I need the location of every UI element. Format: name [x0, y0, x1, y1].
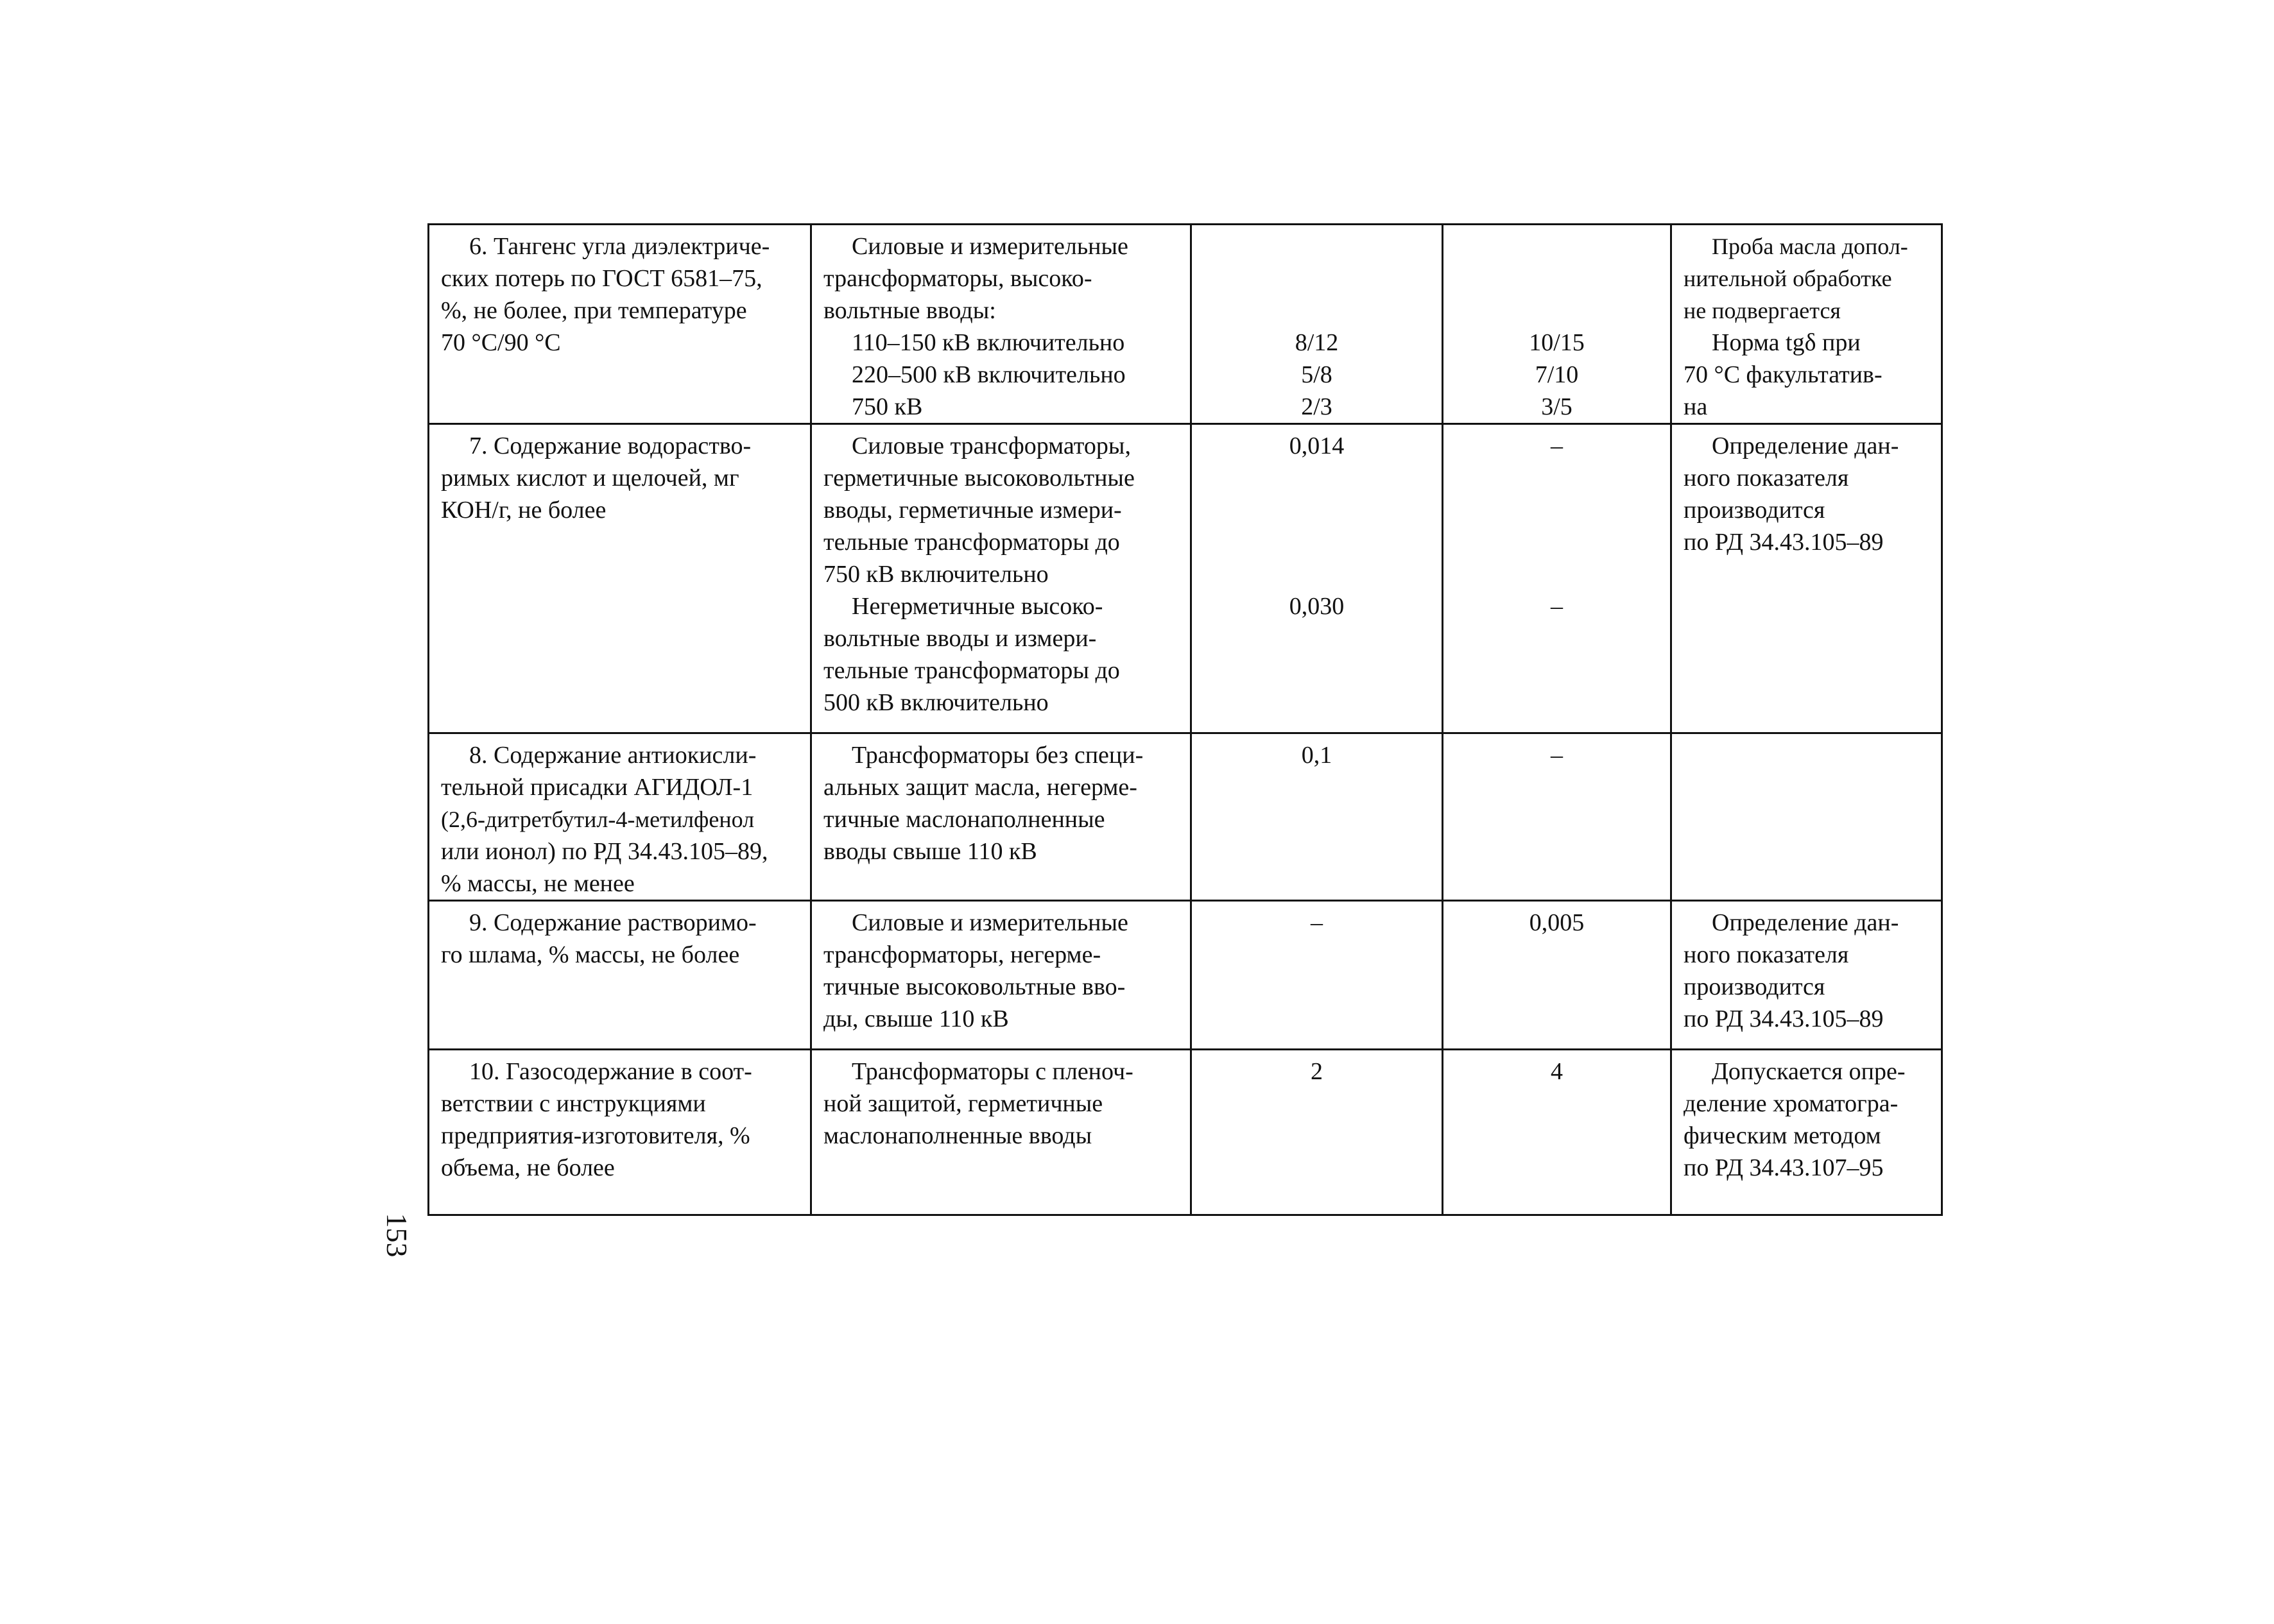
value: 2 — [1311, 1058, 1323, 1085]
value-cell-col3 — [1191, 901, 1443, 1050]
value-cell-col4 — [1443, 1050, 1671, 1215]
value: – — [1311, 909, 1323, 936]
indicator-cell — [429, 1050, 811, 1215]
table-row — [429, 1050, 1942, 1215]
note-line: производится — [1684, 497, 1825, 524]
value: 4 — [1551, 1058, 1563, 1085]
indicator-cell — [429, 733, 811, 901]
value: 8/12 — [1295, 329, 1339, 356]
value: 0,1 — [1301, 742, 1332, 769]
indicator-line: ских потерь по ГОСТ 6581–75, — [441, 265, 762, 292]
note-line: ного показателя — [1684, 941, 1849, 968]
note-cell — [1671, 901, 1942, 1050]
note-line: фическим методом — [1684, 1122, 1881, 1149]
note-line: деление хроматогра- — [1684, 1090, 1899, 1117]
indicator-cell — [429, 225, 811, 424]
equipment-line: вольтные вводы и измери- — [823, 625, 1097, 652]
voltage-item: 220–500 кВ включительно — [852, 361, 1126, 388]
requirements-table — [427, 223, 1943, 1216]
table-row — [429, 901, 1942, 1050]
indicator-line: %, не более, при температуре — [441, 297, 747, 324]
note-line: по РД 34.43.105–89 — [1684, 1005, 1884, 1032]
indicator-line: 70 °С/90 °С — [441, 329, 561, 356]
note-line: Допускается опре- — [1712, 1058, 1906, 1085]
equipment-line: ной защитой, герметичные — [823, 1090, 1103, 1117]
indicator-line: КОН/г, не более — [441, 497, 607, 524]
indicator-line: 7. Содержание водораство- — [469, 432, 752, 459]
indicator-line: предприятия-изготовителя, % — [441, 1122, 750, 1149]
note-line: на — [1684, 393, 1708, 420]
value-cell-col4 — [1443, 424, 1671, 733]
value: – — [1551, 742, 1563, 769]
note-line: Проба масла допол- — [1712, 234, 1908, 259]
equipment-line: тичные высоковольтные вво- — [823, 973, 1126, 1000]
indicator-line: тельной присадки АГИДОЛ-1 — [441, 774, 754, 801]
indicator-line: 10. Газосодержание в соот- — [469, 1058, 752, 1085]
indicator-cell — [429, 424, 811, 733]
equipment-line: ды, свыше 110 кВ — [823, 1005, 1009, 1032]
indicator-line: объема, не более — [441, 1154, 615, 1181]
equipment-cell — [811, 1050, 1191, 1215]
table-row — [429, 424, 1942, 733]
note-line: Норма tgδ при — [1712, 329, 1861, 356]
voltage-item: 110–150 кВ включительно — [852, 329, 1125, 356]
value-cell-col4 — [1443, 225, 1671, 424]
indicator-line: или ионол) по РД 34.43.105–89, — [441, 838, 768, 865]
value-cell-col3 — [1191, 424, 1443, 733]
voltage-item: 750 кВ — [852, 393, 923, 420]
equipment-line: трансформаторы, высоко- — [823, 265, 1092, 292]
indicator-cell — [429, 901, 811, 1050]
equipment-line: тельные трансформаторы до — [823, 529, 1120, 556]
value-cell-col3 — [1191, 733, 1443, 901]
table-row — [429, 225, 1942, 424]
indicator-line: (2,6-дитретбутил-4-метилфенол — [441, 807, 755, 832]
value: 2/3 — [1301, 393, 1332, 420]
equipment-line: вводы свыше 110 кВ — [823, 838, 1037, 865]
equipment-line: трансформаторы, негерме- — [823, 941, 1101, 968]
equipment-line: альных защит масла, негерме- — [823, 774, 1137, 801]
equipment-cell — [811, 225, 1191, 424]
value: – — [1551, 432, 1563, 459]
value-cell-col3 — [1191, 1050, 1443, 1215]
equipment-line: Силовые и измерительные — [852, 909, 1128, 936]
note-line: не подвергается — [1684, 298, 1841, 323]
equipment-line: герметичные высоковольтные — [823, 465, 1135, 491]
note-cell — [1671, 424, 1942, 733]
value: 3/5 — [1541, 393, 1572, 420]
value: 5/8 — [1301, 361, 1332, 388]
value: 10/15 — [1529, 329, 1585, 356]
equipment-cell — [811, 424, 1191, 733]
value: – — [1551, 593, 1563, 620]
equipment-line: Силовые трансформаторы, — [852, 432, 1131, 459]
note-line: нительной обработке — [1684, 266, 1892, 291]
value: 0,014 — [1289, 432, 1345, 459]
equipment-line: вводы, герметичные измери- — [823, 497, 1122, 524]
note-line: 70 °С факультатив- — [1684, 361, 1882, 388]
indicator-line: римых кислот и щелочей, мг — [441, 465, 739, 491]
indicator-line: ветствии с инструкциями — [441, 1090, 706, 1117]
equipment-line: Трансформаторы с пленоч- — [852, 1058, 1133, 1085]
indicator-line: 8. Содержание антиокисли- — [469, 742, 757, 769]
note-cell — [1671, 1050, 1942, 1215]
note-line: производится — [1684, 973, 1825, 1000]
equipment-cell — [811, 901, 1191, 1050]
indicator-line: 6. Тангенс угла диэлектриче- — [469, 233, 770, 260]
equipment-line: вольтные вводы: — [823, 297, 996, 324]
equipment-line: тичные маслонаполненные — [823, 806, 1105, 833]
note-line: Определение дан- — [1712, 909, 1899, 936]
equipment-line: маслонаполненные вводы — [823, 1122, 1092, 1149]
equipment-cell — [811, 733, 1191, 901]
equipment-line: 750 кВ включительно — [823, 561, 1049, 588]
value: 7/10 — [1535, 361, 1579, 388]
indicator-line: % массы, не менее — [441, 870, 635, 897]
value-cell-col4 — [1443, 901, 1671, 1050]
note-cell — [1671, 225, 1942, 424]
note-line: по РД 34.43.107–95 — [1684, 1154, 1884, 1181]
equipment-line: Трансформаторы без специ- — [852, 742, 1144, 769]
indicator-line: го шлама, % массы, не более — [441, 941, 740, 968]
equipment-line: Негерметичные высоко- — [852, 593, 1103, 620]
note-line: по РД 34.43.105–89 — [1684, 529, 1884, 556]
note-line: ного показателя — [1684, 465, 1849, 491]
value: 0,030 — [1289, 593, 1345, 620]
value: 0,005 — [1529, 909, 1585, 936]
equipment-line: Силовые и измерительные — [852, 233, 1128, 260]
equipment-line: тельные трансформаторы до — [823, 657, 1120, 684]
value-cell-col3 — [1191, 225, 1443, 424]
table-row — [429, 733, 1942, 901]
indicator-line: 9. Содержание растворимо- — [469, 909, 757, 936]
value-cell-col4 — [1443, 733, 1671, 901]
equipment-line: 500 кВ включительно — [823, 689, 1049, 716]
page-number: 153 — [381, 1213, 413, 1258]
note-cell — [1671, 733, 1942, 901]
note-line: Определение дан- — [1712, 432, 1899, 459]
